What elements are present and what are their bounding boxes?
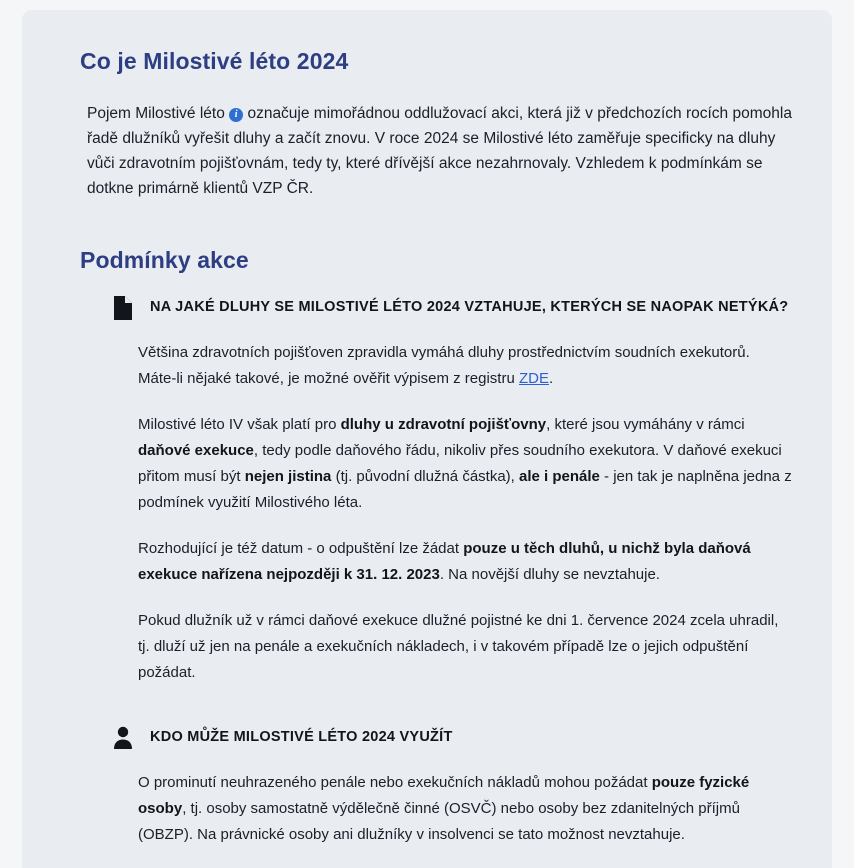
condition-block-who: [80, 726, 792, 848]
paragraph-deadline: [110, 536, 792, 588]
tax-bold-3: nejen jistina: [244, 468, 332, 485]
tax-bold-2: daňové exekuce: [138, 442, 254, 459]
registry-link[interactable]: ZDE: [518, 370, 549, 387]
info-icon[interactable]: i: [229, 108, 243, 122]
tax-text-d: (tj. původní dlužná částka),: [331, 468, 520, 485]
eligible-text-b: , tj. osoby samostatně výdělečně činné (OSVČ) nebo osoby bez zdanitelných příjmů (OBZP). Na právnické osoby ani dlužníky v insolvenci se tato možnost nevztahuje.: [138, 800, 740, 843]
intro-paragraph: [80, 101, 792, 201]
block-heading-row-who: [110, 726, 792, 752]
intro-text-before: Pojem Milostivé léto: [87, 105, 230, 122]
eligible-bold: pouze fyzické osoby: [138, 774, 750, 817]
tax-text-e: - jen tak je naplněna jedna z podmínek využití Milostivého léta.: [138, 468, 792, 511]
paragraph-registry: [110, 340, 792, 392]
tax-bold-1: dluhy u zdravotní pojišťovny: [340, 416, 547, 433]
page-title: Co je Milostivé léto 2024: [80, 48, 349, 74]
block-heading: NA JAKÉ DLUHY SE MILOSTIVÉ LÉTO 2024 VZTAHUJE, KTERÝCH SE NAOPAK NETÝKÁ?: [150, 299, 789, 315]
condition-block-debts: [80, 296, 792, 686]
tax-text-a: Milostivé léto IV však platí pro: [138, 416, 341, 433]
block-heading-who: KDO MŮŽE MILOSTIVÉ LÉTO 2024 VYUŽÍT: [150, 729, 453, 745]
registry-text-a: Většina zdravotních pojišťoven zpravidla vymáhá dluhy prostřednictvím soudních exekutorů. Máte-li nějaké takové, je možné ověřit výpisem z registru: [138, 344, 750, 387]
paragraph-tax-execution: [110, 412, 792, 516]
block-heading-row: [110, 296, 792, 322]
tax-text-b: , které jsou vymáhány v rámci: [546, 416, 745, 433]
intro-text-after: označuje mimořádnou oddlužovací akci, která již v předchozích rocích pomohla řadě dlužníků vyřešit dluhy a začít znovu. V roce 2024 se Milostivé léto zaměřuje specificky na dluhy vůči zdravotním pojišťovnám, tedy ty, které dřívější akce nezahrnovaly. Vzhledem k podmínkám se dotkne primárně klientů VZP ČR.: [87, 105, 792, 197]
tax-bold-4: ale i penále: [519, 468, 600, 485]
registry-text-b: .: [548, 370, 554, 387]
article-page: [22, 10, 832, 868]
document-icon: [110, 294, 136, 322]
eligible-text-a: O prominutí neuhrazeného penále nebo exekučních nákladů mohou požádat: [138, 774, 652, 791]
paragraph-paid-principal: Pokud dlužník už v rámci daňové exekuce dlužné pojistné ke dni 1. července 2024 zcela uhradil, tj. dluží už jen na penále a exekučních nákladech, i v takovém případě lze o jejich odpuštění požádat.: [138, 612, 779, 681]
person-icon: [110, 724, 136, 752]
conditions-title: Podmínky akce: [80, 247, 249, 273]
deadline-text-a: Rozhodující je též datum - o odpuštění lze žádat: [138, 540, 464, 557]
deadline-text-b: . Na novější dluhy se nevztahuje.: [439, 566, 660, 583]
paragraph-eligible-persons: [110, 770, 792, 848]
deadline-bold: pouze u těch dluhů, u nichž byla daňová exekuce nařízena nejpozději k 31. 12. 2023: [138, 540, 751, 583]
tax-text-c: , tedy podle daňového řádu, nikoliv přes soudního exekutora. V daňové exekuci přitom musí být: [138, 442, 782, 485]
